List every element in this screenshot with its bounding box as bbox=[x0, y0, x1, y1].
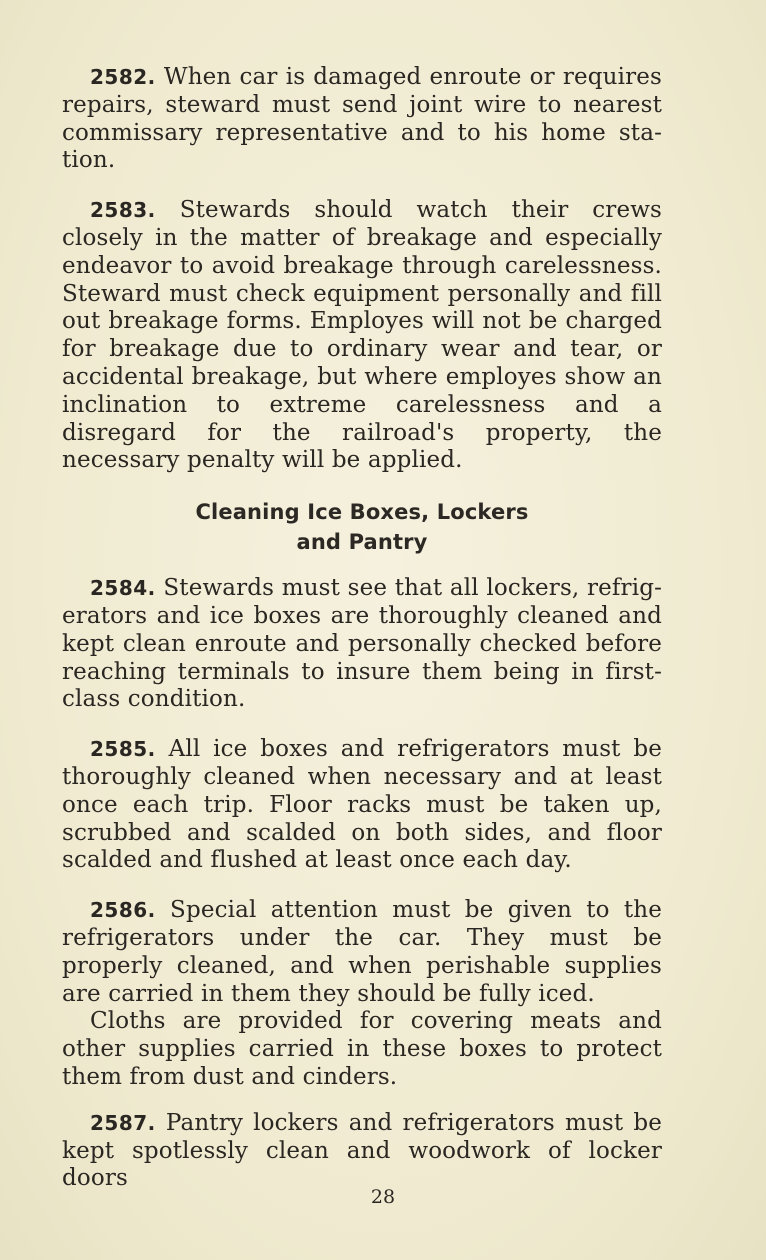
rule-2582 bbox=[62, 64, 662, 175]
rule-number: 2586. bbox=[90, 898, 156, 923]
rule-2585 bbox=[62, 736, 662, 875]
rule-2583 bbox=[62, 197, 662, 475]
rule-text: Special attention must be given to the refrigerators under the car. They must be properly cleaned, and when perishable supplies are carried in them they should be fully iced. bbox=[62, 897, 662, 1007]
rule-number: 2584. bbox=[90, 576, 156, 601]
rule-2584 bbox=[62, 575, 662, 714]
section-heading bbox=[62, 497, 662, 557]
rule-text: Stewards should watch their crews closely in the matter of breakage and especially endeavor to avoid breakage through carelessness. Steward must check equipment personally and fill out breakage forms. Employes will not be charged for breakage due to ordinary wear and tear, or accidental breakage, but where employes show an inclination to extreme carelessness and a disregard for the railroad's property, the necessary penalty will be applied. bbox=[62, 197, 662, 474]
rule-text: Stewards must see that all lockers, refrig-erators and ice boxes are thoroughly cleaned and kept clean enroute and personally checked before reaching terminals to insure them being in first-class condition. bbox=[62, 575, 662, 713]
rule-number: 2582. bbox=[90, 65, 156, 89]
rule-text: When car is damaged enroute or requires repairs, steward must send joint wire to nearest commissary representative and to his home sta-tion. bbox=[62, 64, 662, 174]
page-body bbox=[62, 64, 662, 1193]
rule-2586-continuation: Cloths are provided for covering meats and other supplies carried in these boxes to protect them from dust and cinders. bbox=[62, 1008, 662, 1090]
rule-text: All ice boxes and refrigerators must be thoroughly cleaned when necessary and at least once each trip. Floor racks must be taken up, scrubbed and scalded on both sides, and floor scalded and flushed at least once each day. bbox=[62, 736, 662, 874]
rule-2587 bbox=[62, 1110, 662, 1193]
rule-text: Pantry lockers and refrigerators must be kept spotlessly clean and woodwork of locker doors bbox=[62, 1109, 662, 1192]
rule-number: 2583. bbox=[90, 198, 156, 223]
rule-2586 bbox=[62, 897, 662, 1008]
section-heading-line-1: Cleaning Ice Boxes, Lockers bbox=[195, 500, 529, 525]
page-number: 28 bbox=[370, 1186, 396, 1208]
rule-number: 2585. bbox=[90, 737, 156, 762]
section-heading-line-2: and Pantry bbox=[296, 530, 428, 555]
rule-number: 2587. bbox=[90, 1110, 156, 1135]
